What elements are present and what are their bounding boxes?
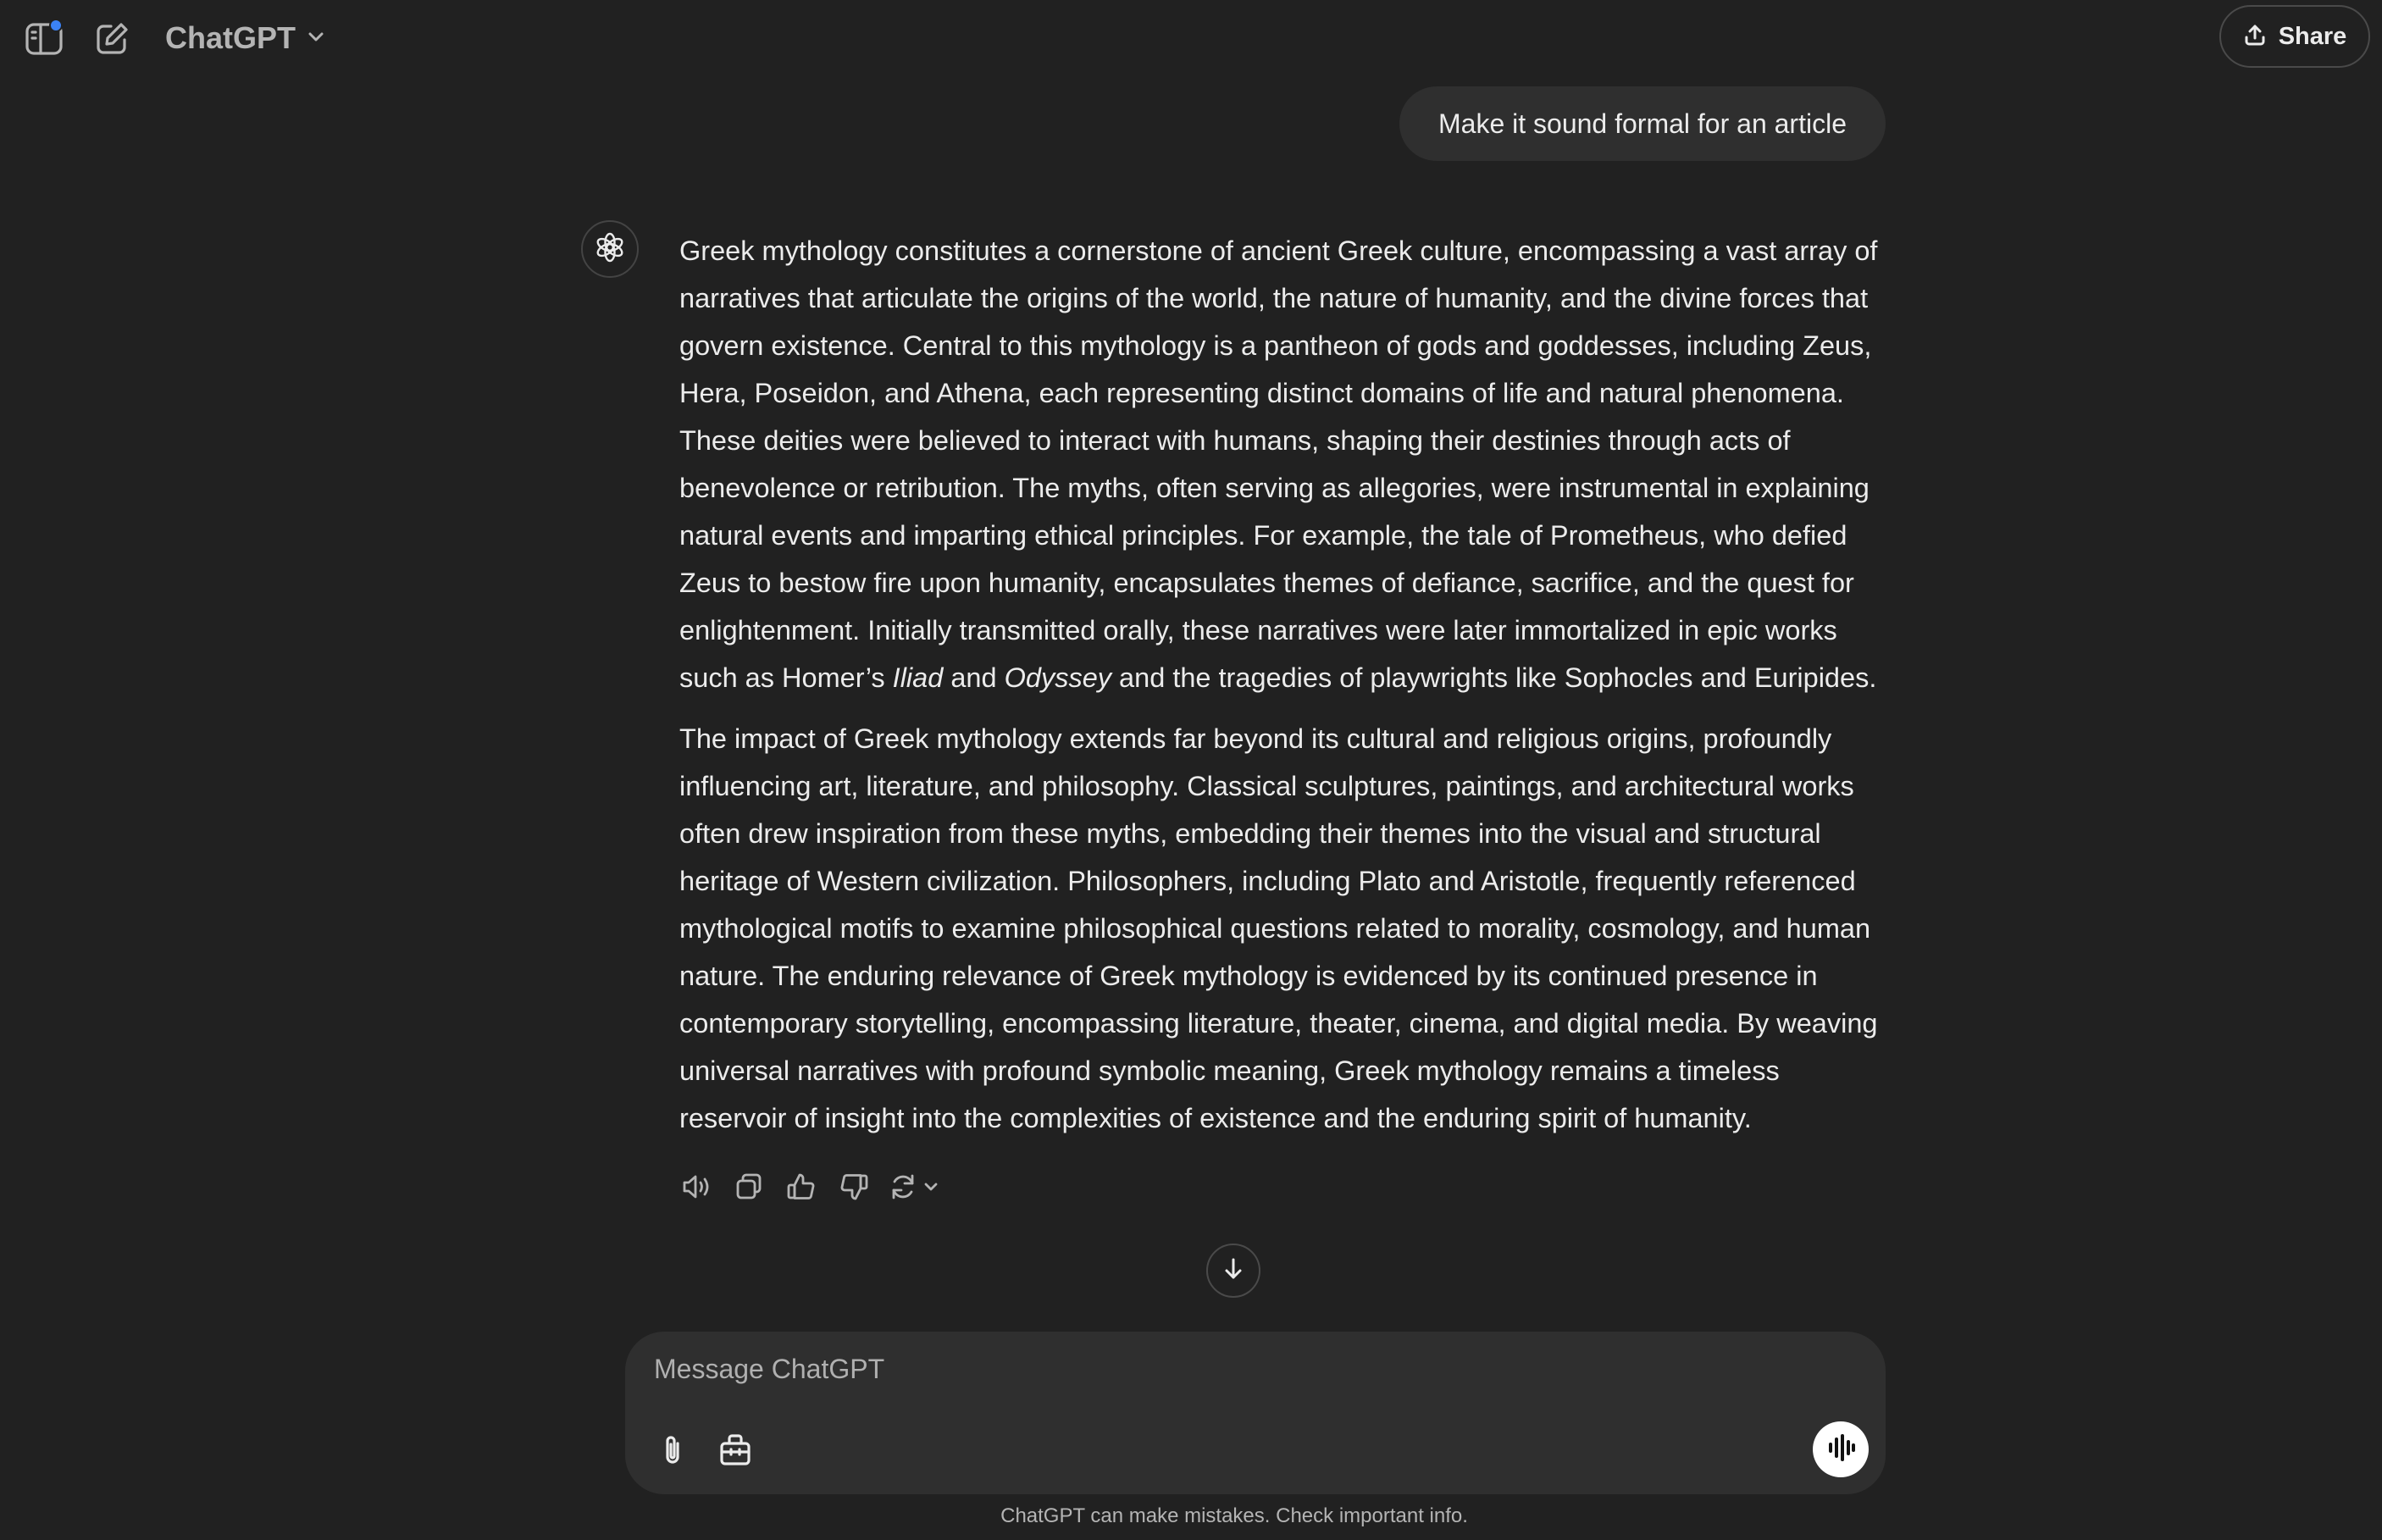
new-chat-icon [94,21,130,57]
disclaimer-text: ChatGPT can make mistakes. Check important info. [1000,1504,1468,1527]
toolbox-icon [717,1432,754,1473]
chevron-down-icon [306,26,326,51]
user-message-text: Make it sound formal for an article [1438,108,1847,139]
thumbs-down-button[interactable] [835,1170,872,1207]
attach-button[interactable] [649,1426,700,1477]
italic-title-iliad: Iliad [892,662,944,693]
scroll-to-bottom-button[interactable] [1206,1244,1260,1298]
regenerate-button[interactable] [888,1170,947,1207]
new-chat-button[interactable] [90,17,134,61]
assistant-paragraph [679,227,1891,701]
message-composer [625,1332,1886,1494]
read-aloud-button[interactable] [678,1170,715,1207]
thumbs-up-button[interactable] [783,1170,820,1207]
read-aloud-icon [679,1170,713,1208]
top-bar [0,0,2382,76]
sidebar-toggle-button[interactable] [22,17,66,61]
share-label: Share [2278,22,2347,50]
arrow-down-icon [1220,1255,1247,1287]
openai-logo-icon [593,230,627,269]
copy-button[interactable] [730,1170,767,1207]
regenerate-icon [888,1172,918,1206]
assistant-avatar [581,220,639,278]
thumbs-up-icon [784,1170,818,1208]
voice-mode-button[interactable] [1813,1421,1869,1477]
message-actions [678,1164,947,1213]
paragraph-text: and [943,662,1005,693]
model-selector[interactable] [165,17,326,59]
copy-icon [732,1170,766,1208]
thumbs-down-icon [837,1170,871,1208]
italic-title-odyssey: Odyssey [1004,662,1112,693]
voice-mode-icon [1824,1431,1858,1469]
paragraph-text: and the tragedies of playwrights like Sophocles and Euripides. [1111,662,1877,693]
paragraph-text: Greek mythology constitutes a cornerstone of ancient Greek culture, encompassing a vast array of narratives that articulate the origins of the world, the nature of humanity, and the divine forces that govern existence. Central to this mythology is a pantheon of gods and goddesses, including Zeus, Hera, Poseidon, and Athena, each representing distinct domains of life and natural phenomena. These deities were believed to interact with humans, shaping their destinies through acts of benevolence or retribution. The myths, often serving as allegories, were instrumental in explaining natural events and imparting ethical principles. For example, the tale of Prometheus, who defied Zeus to bestow fire upon humanity, encapsulates themes of defiance, sacrifice, and the quest for enlightenment. Initially transmitted orally, these narratives were later immortalized in epic works such as Homer’s [679,235,1878,693]
chevron-down-icon [922,1177,940,1200]
paperclip-icon [656,1432,693,1473]
assistant-message [679,227,1891,1155]
model-name: ChatGPT [165,20,296,55]
notification-dot [49,19,63,32]
user-message-bubble [1399,86,1886,161]
share-upload-icon [2243,23,2267,51]
message-input[interactable] [654,1354,1755,1404]
tools-button[interactable] [710,1426,761,1477]
assistant-paragraph: The impact of Greek mythology extends far beyond its cultural and religious origins, profoundly influencing art, literature, and philosophy. Classical sculptures, paintings, and architectural works often drew inspiration from these myths, embedding their themes into the visual and structural heritage of Western civilization. Philosophers, including Plato and Aristotle, frequently referenced mythological motifs to examine philosophical questions related to morality, cosmology, and human nature. The enduring relevance of Greek mythology is evidenced by its continued presence in contemporary storytelling, encompassing literature, theater, cinema, and digital media. By weaving universal narratives with profound symbolic meaning, Greek mythology remains a timeless reservoir of insight into the complexities of existence and the enduring spirit of humanity. [679,723,1878,1133]
share-button[interactable] [2219,5,2370,68]
